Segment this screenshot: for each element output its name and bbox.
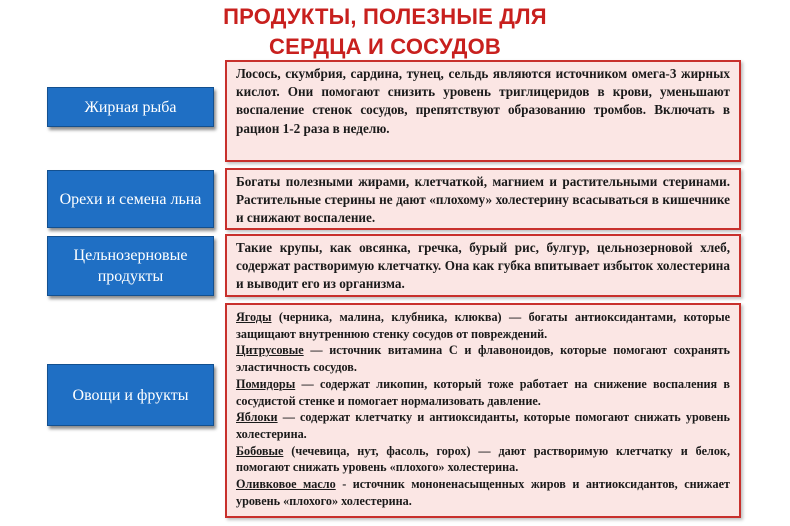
list-item-apples [236,409,730,442]
list-item-legumes [236,443,730,476]
list-item-citrus [236,342,730,375]
category-fatty-fish [47,87,214,127]
category-label: Жирная рыба [84,98,177,116]
category-label: Овощи и фрукты [72,386,189,404]
description-vegetables-fruits [225,303,741,518]
item-lead: Цитрусовые [236,343,304,358]
list-item-tomatoes [236,376,730,409]
title-line-2: СЕРДЦА И СОСУДОВ [268,34,501,59]
list-item-berries [236,309,730,342]
category-vegetables-fruits [47,364,214,426]
description-fatty-fish [225,60,741,162]
item-text: — содержат ликопин, который тоже работает на снижение воспаления в сосудистой стенке и помогает нормализовать давление. [236,376,730,408]
item-text: — источник витамина С и флавоноидов, которые помогают сохранять эластичность сосудов. [236,343,730,375]
category-nuts-flax [47,170,214,228]
item-text: — содержат клетчатку и антиоксиданты, которые помогают снижать уровень холестерина. [236,410,730,441]
item-lead: Яблоки [236,410,278,425]
item-text: - источник мононенасыщенных жиров и антиоксидантов, снижает уровень «плохого» холестерина. [236,477,730,508]
description-text: Богаты полезными жирами, клетчаткой, магнием и растительными стеринами. Растительные стерины не дают «плохому» холестерину всасываться в кишечнике и снижают воспаление. [236,174,730,226]
category-label: Орехи и семена льна [59,190,202,208]
category-label: Цельнозерновые продукты [73,247,188,285]
item-lead: Помидоры [236,376,296,391]
item-lead: Оливковое масло [236,477,336,492]
description-text: Лосось, скумбрия, сардина, тунец, сельдь являются источником омега-3 жирных кислот. Они помогают снизить уровень триглицеридов в крови, уменьшают воспаление стенок сосудов, препятствуют образованию тромбов. Включать в рацион 1-2 раза в неделю. [236,66,730,136]
description-text: Такие крупы, как овсянка, гречка, бурый рис, булгур, цельнозерновой хлеб, содержат растворимую клетчатку. Она как губка впитывает избыток холестерина и выводит его из организма. [236,240,730,292]
item-text: (чечевица, нут, фасоль, горох) — дают растворимую клетчатку и белок, помогают снижать уровень «плохого» холестерина. [236,443,730,475]
list-item-olive-oil [236,476,730,509]
item-text: (черника, малина, клубника, клюква) — богаты антиоксидантами, которые защищают внутреннюю стенку сосудов от повреждений. [236,310,730,341]
description-nuts-flax [225,168,741,230]
description-whole-grains [225,234,741,297]
category-whole-grains [47,236,214,296]
item-lead: Ягоды [236,310,272,324]
title-line-1: ПРОДУКТЫ, ПОЛЕЗНЫЕ ДЛЯ [223,4,547,29]
item-lead: Бобовые [236,443,284,458]
page-title [195,2,575,62]
